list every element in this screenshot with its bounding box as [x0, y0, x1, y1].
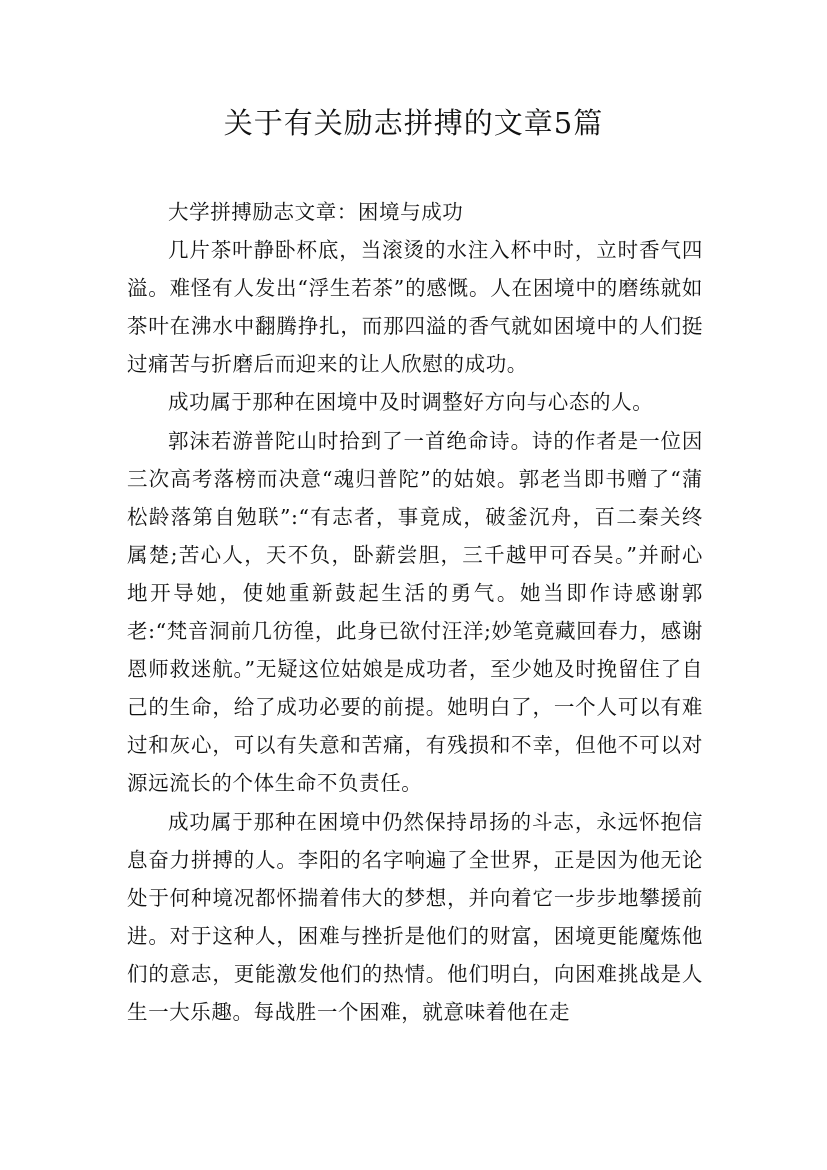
subtitle-paragraph: 大学拼搏励志文章：困境与成功 — [168, 200, 464, 224]
body-paragraph: 成功属于那种在困境中仍然保持昂扬的斗志，永远怀抱信息奋力拼搏的人。李阳的名字响遍了全世界，正是因为他无论处于何种境况都怀揣着伟大的梦想，并向着它一步步地攀援前进。对于这种人，困难与挫折是他们的财富，困境更能魔炼他们的意志，更能激发他们的热情。他们明白，向困难挑战是人生一大乐趣。每战胜一个困难，就意味着他在走 — [127, 809, 703, 1024]
document-body — [127, 193, 703, 1031]
body-paragraph: 成功属于那种在困境中及时调整好方向与心态的人。 — [168, 390, 654, 415]
body-paragraph: 几片茶叶静卧杯底，当滚烫的水注入杯中时，立时香气四溢。难怪有人发出“浮生若茶”的感慨。人在困境中的磨练就如茶叶在沸水中翻腾挣扎，而那四溢的香气就如困境中的人们挺过痛苦与折磨后而迎来的让人欣慰的成功。 — [127, 238, 703, 377]
body-paragraph: 郭沫若游普陀山时拾到了一首绝命诗。诗的作者是一位因三次高考落榜而决意“魂归普陀”的姑娘。郭老当即书赠了“蒲松龄落第自勉联”:“有志者，事竟成，破釜沉舟，百二秦关终属楚;苦心人，天不负，卧薪尝胆，三千越甲可吞吴。”并耐心地开导她，使她重新鼓起生活的勇气。她当即作诗感谢郭老:“梵音洞前几彷徨，此身已欲付汪洋;妙笔竟藏回春力，感谢恩师救迷航。”无疑这位姑娘是成功者，至少她及时挽留住了自己的生命，给了成功必要的前提。她明白了，一个人可以有难过和灰心，可以有失意和苦痛，有残损和不幸，但他不可以对源远流长的个体生命不负责任。 — [127, 428, 703, 796]
document-title: 关于有关励志拼搏的文章5篇 — [223, 106, 604, 140]
